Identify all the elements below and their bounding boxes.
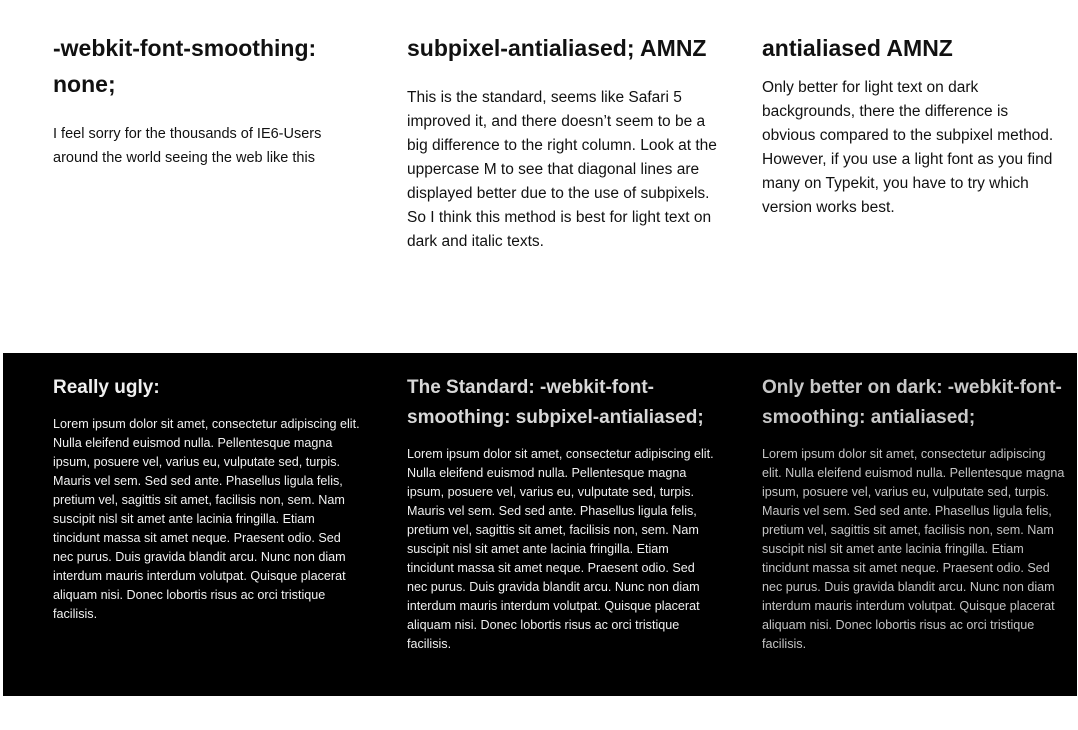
column-antialiased-text: Only better for light text on dark backgrounds, there the difference is obvious compared to the subpixel method. However, if you use a light font as you find many on Typekit, you have to try which version works best. <box>762 79 1054 216</box>
column-none <box>53 30 353 170</box>
dark-column-subpixel-text: Lorem ipsum dolor sit amet, consectetur adipiscing elit. Nulla eleifend euismod nulla. Pellentesque magna ipsum, posuere vel, varius eu, vulputate sed, turpis. Mauris vel sem. Sed sed ante. Phasellus ligula felis, pretium vel, sagittis sit amet, facilisis non, sem. Nam suscipit nisl sit amet ante lacinia fringilla. Etiam tincidunt massa sit amet neque. Praesent odio. Sed nec purus. Duis gravida blandit arcu. Nunc non diam interdum mauris interdum volutpat. Quisque placerat aliquam nisi. Donec lobortis risus ac orci tristique facilisis. <box>407 447 714 651</box>
column-subpixel <box>407 30 717 254</box>
dark-column-none <box>53 373 363 624</box>
dark-section <box>3 353 1077 696</box>
dark-column-subpixel <box>407 373 717 654</box>
dark-column-antialiased <box>762 373 1067 654</box>
dark-column-none-heading: Really ugly: <box>53 377 160 398</box>
column-antialiased <box>762 30 1062 220</box>
column-subpixel-heading: subpixel-antialiased; AMNZ <box>407 35 707 61</box>
dark-column-subpixel-heading: The Standard: -webkit-font-smoothing: subpixel-antialiased; <box>407 377 704 428</box>
dark-column-none-text: Lorem ipsum dolor sit amet, consectetur adipiscing elit. Nulla eleifend euismod nulla. Pellentesque magna ipsum, posuere vel, varius eu, vulputate sed, turpis. Mauris vel sem. Sed sed ante. Phasellus ligula felis, pretium vel, sagittis sit amet, facilisis non, sem. Nam suscipit nisl sit amet ante lacinia fringilla. Etiam tincidunt massa sit amet neque. Praesent odio. Sed nec purus. Duis gravida blandit arcu. Nunc non diam interdum mauris interdum volutpat. Quisque placerat aliquam nisi. Donec lobortis risus ac orci tristique facilisis. <box>53 417 360 621</box>
dark-column-antialiased-text: Lorem ipsum dolor sit amet, consectetur adipiscing elit. Nulla eleifend euismod nulla. Pellentesque magna ipsum, posuere vel, varius eu, vulputate sed, turpis. Mauris vel sem. Sed sed ante. Phasellus ligula felis, pretium vel, sagittis sit amet, facilisis non, sem. Nam suscipit nisl sit amet ante lacinia fringilla. Etiam tincidunt massa sit amet neque. Praesent odio. Sed nec purus. Duis gravida blandit arcu. Nunc non diam interdum mauris interdum volutpat. Quisque placerat aliquam nisi. Donec lobortis risus ac orci tristique facilisis. <box>762 447 1065 651</box>
light-section <box>0 0 1078 353</box>
column-none-text: I feel sorry for the thousands of IE6-Users around the world seeing the web like this <box>53 126 322 166</box>
dark-column-antialiased-heading: Only better on dark: -webkit-font-smoothing: antialiased; <box>762 377 1062 428</box>
column-subpixel-text: This is the standard, seems like Safari 5 improved it, and there doesn’t seem to be a big difference to the right column. Look at the uppercase M to see that diagonal lines are displayed better due to the use of subpixels. So I think this method is best for light text on dark and italic texts. <box>407 89 717 250</box>
column-none-heading: -webkit-font-smoothing: none; <box>53 35 317 97</box>
column-antialiased-heading: antialiased AMNZ <box>762 35 953 61</box>
